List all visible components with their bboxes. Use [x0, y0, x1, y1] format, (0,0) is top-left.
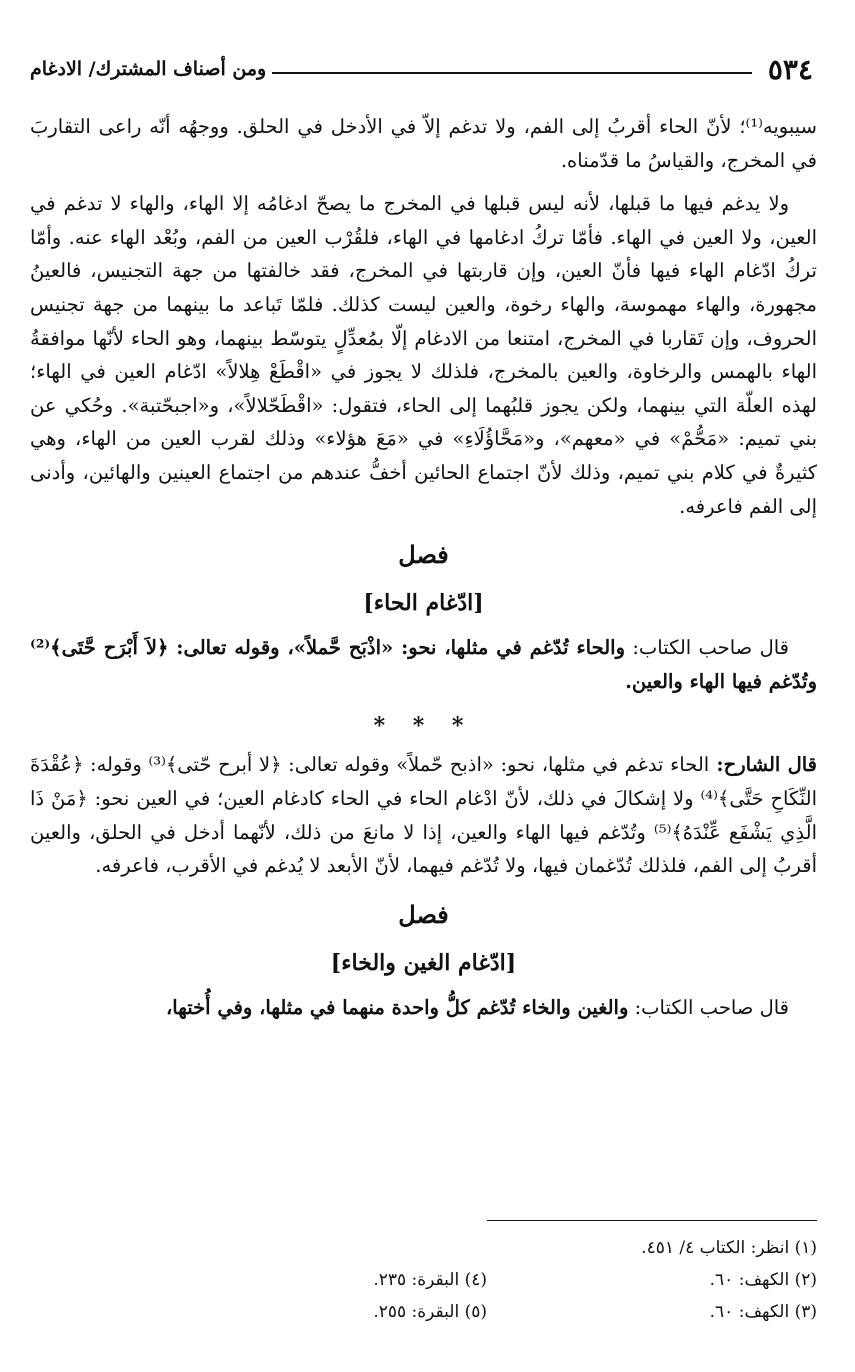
- footnote-5: (٥) البقرة: ٢٥٥.: [373, 1302, 487, 1322]
- commentator-text: الحاء تدغم في مثلها، نحو: «اذبح حّملاً» وقوله تعالى: ﴿لا أبرح حّتى﴾⁽³⁾ وقوله: ﴿عُقْدَةَ النِّكَاحِ حَتَّى﴾⁽⁴⁾ ولا إشكالَ في ذلك، لأنّ ادْغام الحاء في الحاء كادغام العين؛ في العين نحو: ﴿مَنْ ذَا الَّذِي يَشْفَع عِّنْدَهُ﴾⁽⁵⁾ وتُدّغم فيها الهاء والعين، إذا لا مانعَ من ذلك، لأنّهما أدخل في الحلق، والعين أقربُ إلى الفم، فلذلك تُدّغمان فيها، ولا تُدّغم فيهما، لأنّ الأبعد لا يُدغم في الأقرب، فاعرفه.: [30, 753, 817, 878]
- footnote-row: [30, 1264, 817, 1296]
- running-title: ومن أصناف المشترك/ الادغام: [30, 58, 267, 80]
- page-number: ٥٣٤: [767, 52, 813, 86]
- paragraph-1: سيبويه⁽¹⁾؛ لأنّ الحاء أقربُ إلى الفم، ولا تدغم إلاّ في الأدخل في الحلق. ووجهُه أنّه راعى التقاربَ في المخرج، والقياسُ ما قدّمناه.: [30, 115, 817, 172]
- separator-stars: * * *: [373, 713, 474, 740]
- author-text-2: والغين والخاء تُدّغم كلُّ واحدة منهما في مثلها، وفي أُختها،: [165, 995, 629, 1019]
- paragraph-5: [30, 991, 817, 1025]
- author-intro: قال صاحب الكتاب:: [624, 636, 789, 660]
- section-heading-1: فصل: [398, 540, 449, 570]
- footnote-rule: [487, 1220, 817, 1221]
- footnote-2: (٢) الكهف: ٦٠.: [709, 1270, 817, 1290]
- footnote-row: [30, 1296, 817, 1328]
- author-text: والحاء تُدّغم في مثلها، نحو: «اذْبَح حَّملاً»، وقوله تعالى: ﴿لاَ أَبْرَح حَّتَى﴾⁽²⁾ وتُدّغم فيها الهاء والعين.: [30, 636, 817, 693]
- section-subheading-1: [ادّغام الحاء]: [363, 590, 484, 617]
- commentator-intro: قال الشارح:: [709, 753, 817, 777]
- footnote-1: (١) انظر: الكتاب ٤/ ٤٥١.: [641, 1238, 817, 1258]
- section-subheading-2: [ادّغام الغين والخاء]: [330, 949, 517, 976]
- running-header: [30, 52, 813, 86]
- paragraph-4: [30, 748, 817, 882]
- footnote-3: (٣) الكهف: ٦٠.: [709, 1302, 817, 1322]
- section-heading-2: فصل: [398, 899, 449, 929]
- paragraph-3: [30, 631, 817, 698]
- footnote-4: (٤) البقرة: ٢٣٥.: [373, 1270, 487, 1290]
- author-intro-2: قال صاحب الكتاب:: [628, 995, 789, 1019]
- footnote-row: [30, 1232, 817, 1264]
- header-rule: [272, 72, 752, 74]
- main-text: [30, 110, 817, 1195]
- footnotes: [30, 1232, 817, 1328]
- paragraph-2: ولا يدغم فيها ما قبلها، لأنه ليس قبلها في المخرج ما يصحّ ادغامُه إلا الهاء، والهاء لا تدغم في العين، ولا العين في الهاء. فأمّا تركُ ادغامها في الهاء، فلقُرْب العين من الفم، وبُعْد الهاء عنه. وأمّا تركُ ادّغام الهاء فيها فأنّ العين، وإن قاربتها في المخرج، فقد خالفتها من جهة التجنيس، فالعينُ مجهورة، والهاء مهموسة، والهاء رخوة، والعين ليست كذلك. فلمّا تَباعد ما بينهما من جهة تجنيس الحروف، وإن تَقاربا في المخرج، امتنعا من الادغام إلّا بمُعدِّلٍ يتوسّط بينهما، وهو الحاء لأنّها موافقةُ الهاء بالهمس والرخاوة، والعين بالمخرج، فلذلك لا يجوز في «اقْطَعْ هِلالاً» ادّغام العين في الهاء؛ لهذه العلّة التي بينهما، ولكن يجوز قلبُهما إلى الحاء، فتقول: «اقْطَحّلالاً»، و«اجبحّتبة». وحُكي عن بني تميم: «مَحُّمْ» في «معهم»، و«مَحَّاؤُلَاءِ» في «مَعَ هؤلاء» وذلك لقرب العين من الهاء، وهي كثيرةٌ في كلام بني تميم، وذلك لأنّ اجتماع الحائين أخفُّ عندهم من اجتماع العينين والهائين، وأدنى إلى الفم فاعرفه.: [30, 192, 817, 518]
